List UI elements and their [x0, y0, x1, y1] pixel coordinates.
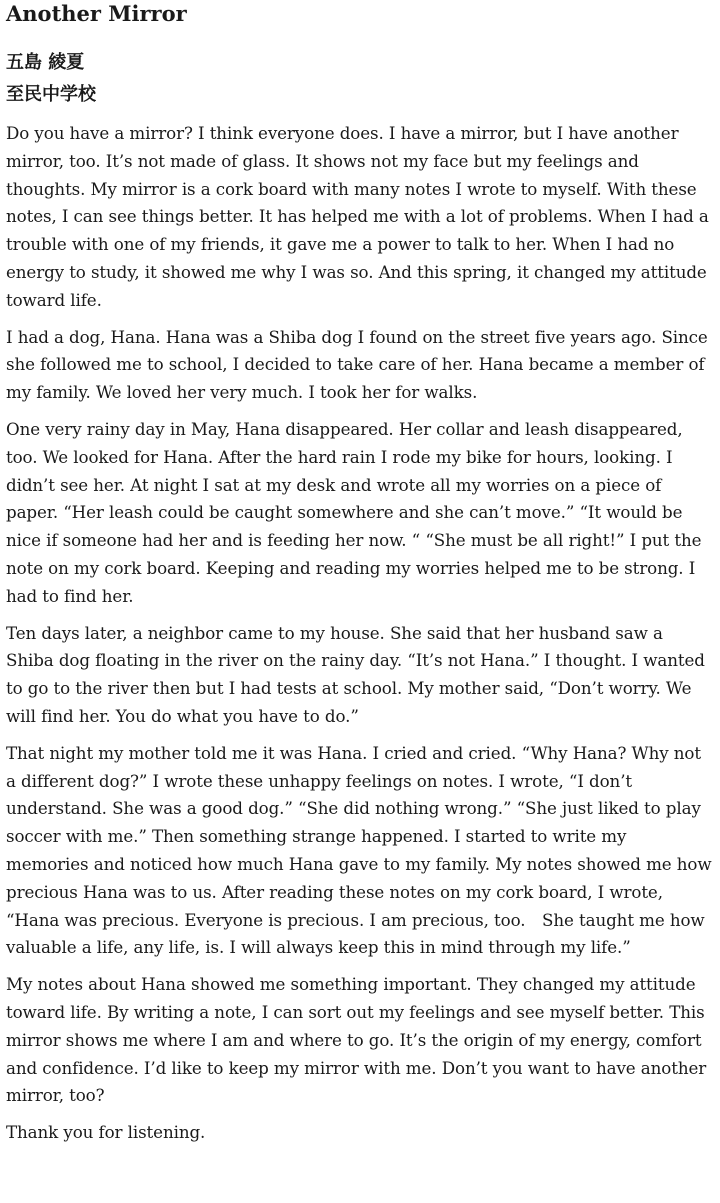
paragraph-4: Ten days later, a neighbor came to my house. She said that her husband saw a Shiba dog floating in the river on the rainy day. “It’s not Hana.” I thought. I wanted to go to the river then but I had tests at school. My mother said, “Don’t worry. We will find her. You do what you have to do.” [6, 622, 705, 726]
paragraph-3: One very rainy day in May, Hana disappeared. Her collar and leash disappeared, too. We looked for Hana. After the hard rain I rode my bike for hours, looking. I didn’t see her. At night I sat at my desk and wrote all my worries on a piece of paper. “Her leash could be caught somewhere and she can’t move.” “It would be nice if someone had her and is feeding her now. “ “She must be all right!” I put the note on my cork board. Keeping and reading my worries helped me to be strong. I had to find her. [6, 418, 702, 606]
speech-body [6, 120, 714, 1147]
paragraph-1: Do you have a mirror? I think everyone does. I have a mirror, but I have another mirror, too. It’s not made of glass. It shows not my face but my feelings and thoughts. My mirror is a cork board with many notes I wrote to myself. With these notes, I can see things better. It has helped me with a lot of problems. When I had a trouble with one of my friends, it gave me a power to talk to her. When I had no energy to study, it showed me why I was so. And this spring, it changed my attitude toward life. [6, 123, 709, 310]
school-name: 至民中学校 [6, 84, 96, 105]
author-name: 五島 綾夏 [6, 52, 85, 73]
paragraph-2: I had a dog, Hana. Hana was a Shiba dog I found on the street five years ago. Since she followed me to school, I decided to take care of her. Hana became a member of my family. We loved her very much. I took her for walks. [6, 326, 708, 403]
paragraph-7: Thank you for listening. [6, 1122, 206, 1143]
speech-title: Another Mirror [6, 1, 187, 26]
paragraph-5: That night my mother told me it was Hana. I cried and cried. “Why Hana? Why not a different dog?” I wrote these unhappy feelings on notes. I wrote, “I don’t understand. She was a good dog.” “She did nothing wrong.” “She just liked to play soccer with me.” Then something strange happened. I started to write my memories and noticed how much Hana gave to my family. My notes showed me how precious Hana was to us. After reading these notes on my cork board, I wrote, “Hana was precious. Everyone is precious. I am precious, too. She taught me how valuable a life, any life, is. I will always keep this in mind through my life.” [6, 742, 712, 958]
paragraph-6: My notes about Hana showed me something important. They changed my attitude toward life. By writing a note, I can sort out my feelings and see myself better. This mirror shows me where I am and where to go. It’s the origin of my energy, comfort and confidence. I’d like to keep my mirror with me. Don’t you want to have another mirror, too? [6, 974, 707, 1106]
